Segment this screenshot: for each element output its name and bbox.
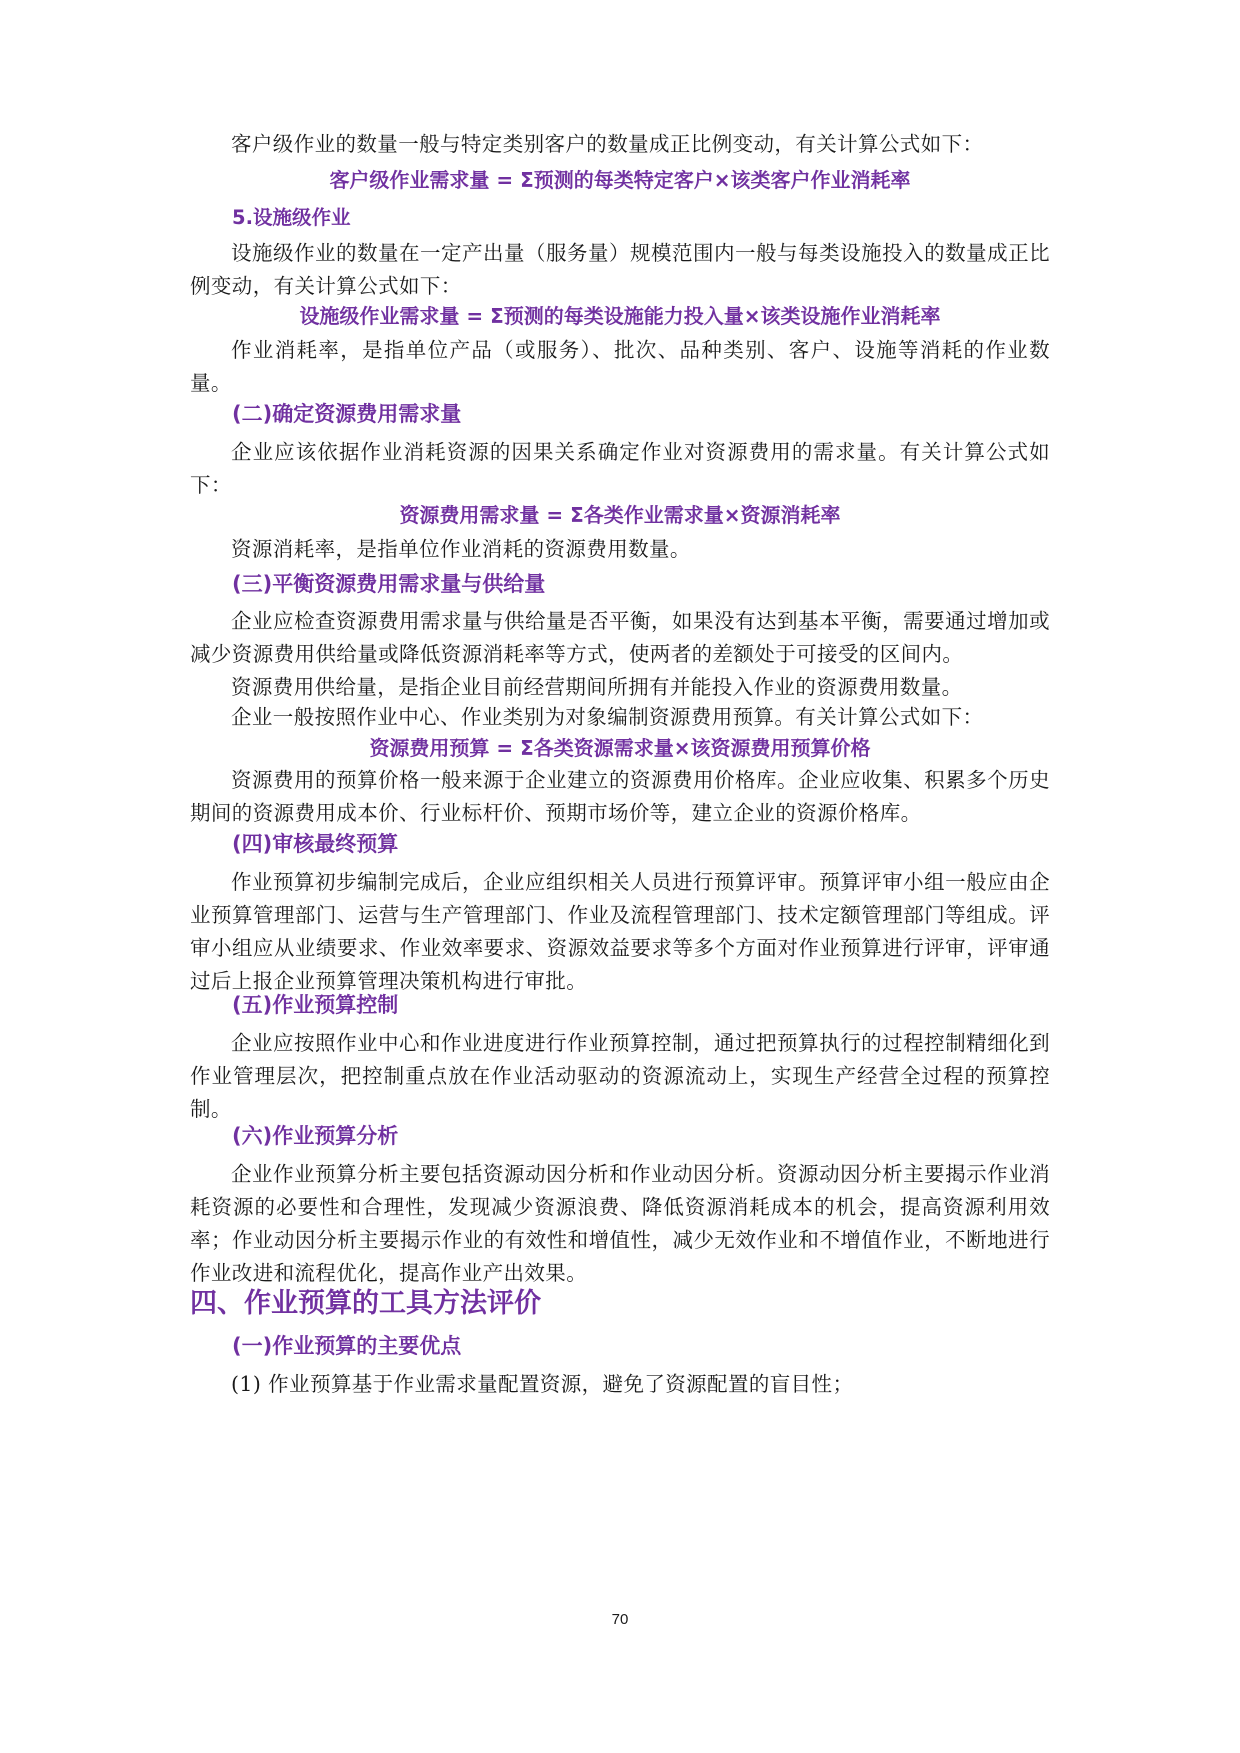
heading-facility-level: 5.设施级作业	[232, 206, 351, 229]
paragraph-resource-rate: 资源消耗率，是指单位作业消耗的资源费用数量。	[231, 537, 691, 561]
heading-advantages: (一)作业预算的主要优点	[232, 1334, 462, 1358]
heading-resource-demand: (二)确定资源费用需求量	[232, 402, 462, 426]
formula-facility-demand: 设施级作业需求量 = Σ预测的每类设施能力投入量×该类设施作业消耗率	[299, 304, 941, 328]
formula-resource-budget: 资源费用预算 = Σ各类资源需求量×该资源费用预算价格	[369, 736, 871, 760]
paragraph-customer-level: 客户级作业的数量一般与特定类别客户的数量成正比例变动，有关计算公式如下：	[231, 132, 984, 156]
heading-balance: (三)平衡资源费用需求量与供给量	[232, 572, 546, 596]
paragraph-balance: 企业应检查资源费用需求量与供给量是否平衡，如果没有达到基本平衡，需要通过增加或减少资源费用供给量或降低资源消耗率等方式，使两者的差额处于可接受的区间内。	[190, 609, 1050, 666]
heading-analysis: (六)作业预算分析	[232, 1124, 399, 1148]
heading-control: (五)作业预算控制	[232, 993, 399, 1017]
paragraph-facility-level: 设施级作业的数量在一定产出量（服务量）规模范围内一般与每类设施投入的数量成正比例变动，有关计算公式如下：	[190, 241, 1050, 298]
heading-section-four: 四、作业预算的工具方法评价	[190, 1288, 541, 1319]
heading-review: (四)审核最终预算	[232, 832, 399, 856]
formula-resource-demand: 资源费用需求量 = Σ各类作业需求量×资源消耗率	[399, 503, 841, 527]
paragraph-analysis: 企业作业预算分析主要包括资源动因分析和作业动因分析。资源动因分析主要揭示作业消耗资源的必要性和合理性，发现减少资源浪费、降低资源消耗成本的机会，提高资源利用效率；作业动因分析主要揭示作业的有效性和增值性，减少无效作业和不增值作业，不断地进行作业改进和流程优化，提高作业产出效果。	[190, 1162, 1050, 1285]
paragraph-control: 企业应按照作业中心和作业进度进行作业预算控制，通过把预算执行的过程控制精细化到作业管理层次，把控制重点放在作业活动驱动的资源流动上，实现生产经营全过程的预算控制。	[190, 1031, 1050, 1121]
list-item-advantage-1: (1) 作业预算基于作业需求量配置资源，避免了资源配置的盲目性；	[231, 1372, 854, 1396]
paragraph-price-library: 资源费用的预算价格一般来源于企业建立的资源费用价格库。企业应收集、积累多个历史期间的资源费用成本价、行业标杆价、预期市场价等，建立企业的资源价格库。	[190, 768, 1050, 825]
page-number: 70	[611, 1611, 629, 1628]
formula-customer-demand: 客户级作业需求量 = Σ预测的每类特定客户×该类客户作业消耗率	[329, 168, 911, 192]
paragraph-resource-demand: 企业应该依据作业消耗资源的因果关系确定作业对资源费用的需求量。有关计算公式如下：	[190, 440, 1050, 497]
paragraph-consumption-rate: 作业消耗率，是指单位产品（或服务）、批次、品种类别、客户、设施等消耗的作业数量。	[190, 338, 1050, 395]
paragraph-supply: 资源费用供给量，是指企业目前经营期间所拥有并能投入作业的资源费用数量。	[231, 675, 963, 699]
paragraph-review: 作业预算初步编制完成后，企业应组织相关人员进行预算评审。预算评审小组一般应由企业预算管理部门、运营与生产管理部门、作业及流程管理部门、技术定额管理部门等组成。评审小组应从业绩要求、作业效率要求、资源效益要求等多个方面对作业预算进行评审，评审通过后上报企业预算管理决策机构进行审批。	[190, 870, 1050, 993]
paragraph-budget-basis: 企业一般按照作业中心、作业类别为对象编制资源费用预算。有关计算公式如下：	[231, 705, 984, 729]
